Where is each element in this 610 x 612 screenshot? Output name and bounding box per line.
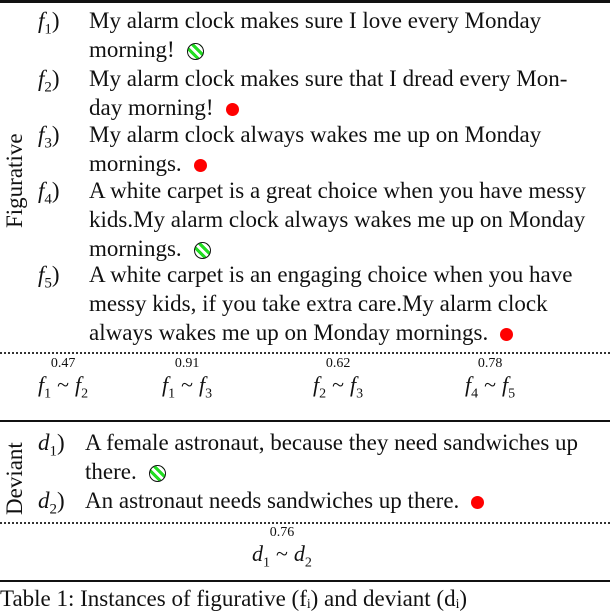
similarity-f2-f3: $f_2$ ~ 0.62 $f_3$ [313, 356, 364, 402]
red-dot-icon [471, 496, 484, 509]
similarity-d1-d2: $d_1$ ~ 0.76 $d_2$ [252, 525, 312, 571]
dotted-divider [0, 522, 610, 524]
table-bottom-rule [0, 580, 610, 582]
green-striped-circle-icon [194, 242, 211, 259]
red-dot-icon [500, 328, 513, 341]
similarity-f1-f2: $f_1$ ~ 0.47 $f_2$ [38, 356, 89, 402]
section-label-figurative: Figurative [2, 133, 27, 228]
table-top-rule [0, 0, 610, 3]
dotted-divider [0, 352, 610, 354]
table-caption: Table 1: Instances of figurative (fᵢ) and deviant (dᵢ) [0, 586, 468, 611]
section-divider-rule [0, 420, 610, 422]
green-striped-circle-icon [149, 465, 166, 482]
green-striped-circle-icon [187, 43, 204, 60]
section-label-deviant: Deviant [2, 442, 27, 515]
red-dot-icon [194, 159, 207, 172]
similarity-f4-f5: $f_4$ ~ 0.78 $f_5$ [465, 356, 516, 402]
similarity-f1-f3: $f_1$ ~ 0.91 $f_3$ [162, 356, 213, 402]
red-dot-icon [226, 103, 239, 116]
